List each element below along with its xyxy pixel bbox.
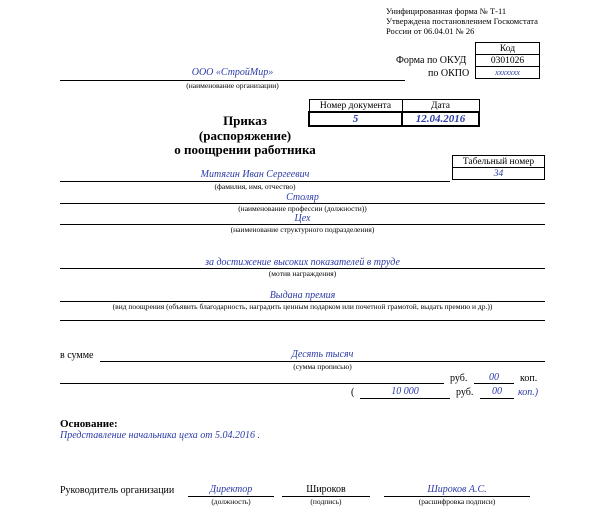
form-header-line1: Унифицированная форма № Т-11: [386, 6, 507, 16]
basis-label: Основание:: [60, 418, 118, 430]
reward-type: Выдана премия: [269, 290, 336, 301]
signature-label: Руководитель организации: [60, 485, 175, 496]
tab-number-value: 34: [453, 168, 545, 180]
organization-value: ООО «СтройМир»: [191, 67, 274, 78]
employee-department: Цех: [294, 213, 311, 224]
amount-numeric: 10 000: [391, 386, 419, 397]
doc-date-value: 12.04.2016: [402, 112, 479, 126]
doc-number-header: Номер документа: [309, 100, 402, 113]
code-header: Код: [476, 43, 540, 55]
amount-words-caption: (сумма прописью): [293, 362, 352, 371]
tab-number-table: [452, 155, 545, 180]
okud-value: 0301026: [476, 55, 540, 67]
employee-department-caption: (наименование структурного подразделения): [230, 225, 375, 234]
signer-decoding-caption: (расшифровка подписи): [418, 497, 496, 506]
doc-number-value: 5: [309, 112, 402, 126]
amount-words: Десять тысяч: [291, 349, 354, 360]
amount-paren-open: (: [351, 387, 355, 398]
document-table: [308, 99, 480, 127]
employee-position-caption: (наименование профессии (должности)): [238, 204, 367, 213]
form-header-line3: России от 06.04.01 № 26: [386, 26, 475, 36]
okpo-label: по ОКПО: [428, 68, 470, 79]
reward-motive-caption: (мотив награждения): [268, 269, 337, 278]
kop-value-1: 00: [489, 372, 499, 383]
signer-position: Директор: [209, 484, 253, 495]
form-header-line2: Утверждена постановлением Госкомстата: [386, 16, 538, 26]
employee-name: Митягин Иван Сергеевич: [200, 169, 310, 180]
reward-type-caption: (вид поощрения (объявить благодарность, наградить ценным подарком или почетной грамотой, выдать премию и др.)): [112, 302, 493, 311]
signer-signature: Широков: [306, 484, 346, 495]
employee-name-caption: (фамилия, имя, отчество): [214, 182, 296, 191]
title-line1: Приказ: [223, 113, 267, 128]
doc-date-header: Дата: [402, 100, 479, 113]
organization-caption: (наименование организации): [186, 81, 279, 90]
tab-number-header: Табельный номер: [453, 156, 545, 168]
reward-motive: за достижение высоких показателей в труде: [205, 257, 400, 268]
okud-label: Форма по ОКУД: [396, 55, 467, 66]
signer-decoding: Широков А.С.: [427, 484, 487, 495]
title-line3: о поощрении работника: [174, 142, 316, 157]
employee-position: Столяр: [286, 192, 319, 203]
basis-value: Представление начальника цеха от 5.04.2016 .: [60, 430, 261, 441]
kop-label-2: коп.): [518, 387, 539, 398]
amount-label: в сумме: [60, 350, 94, 361]
rub-label-2: руб.: [456, 387, 474, 398]
signer-signature-caption: (подпись): [310, 497, 342, 506]
okpo-value: xxxxxxx: [476, 67, 540, 79]
kop-value-2: 00: [492, 386, 502, 397]
codes-table: [475, 42, 540, 79]
signer-position-caption: (должность): [211, 497, 251, 506]
rub-label: руб.: [450, 373, 468, 384]
title-line2: (распоряжение): [198, 128, 292, 143]
kop-label: коп.: [520, 373, 538, 384]
